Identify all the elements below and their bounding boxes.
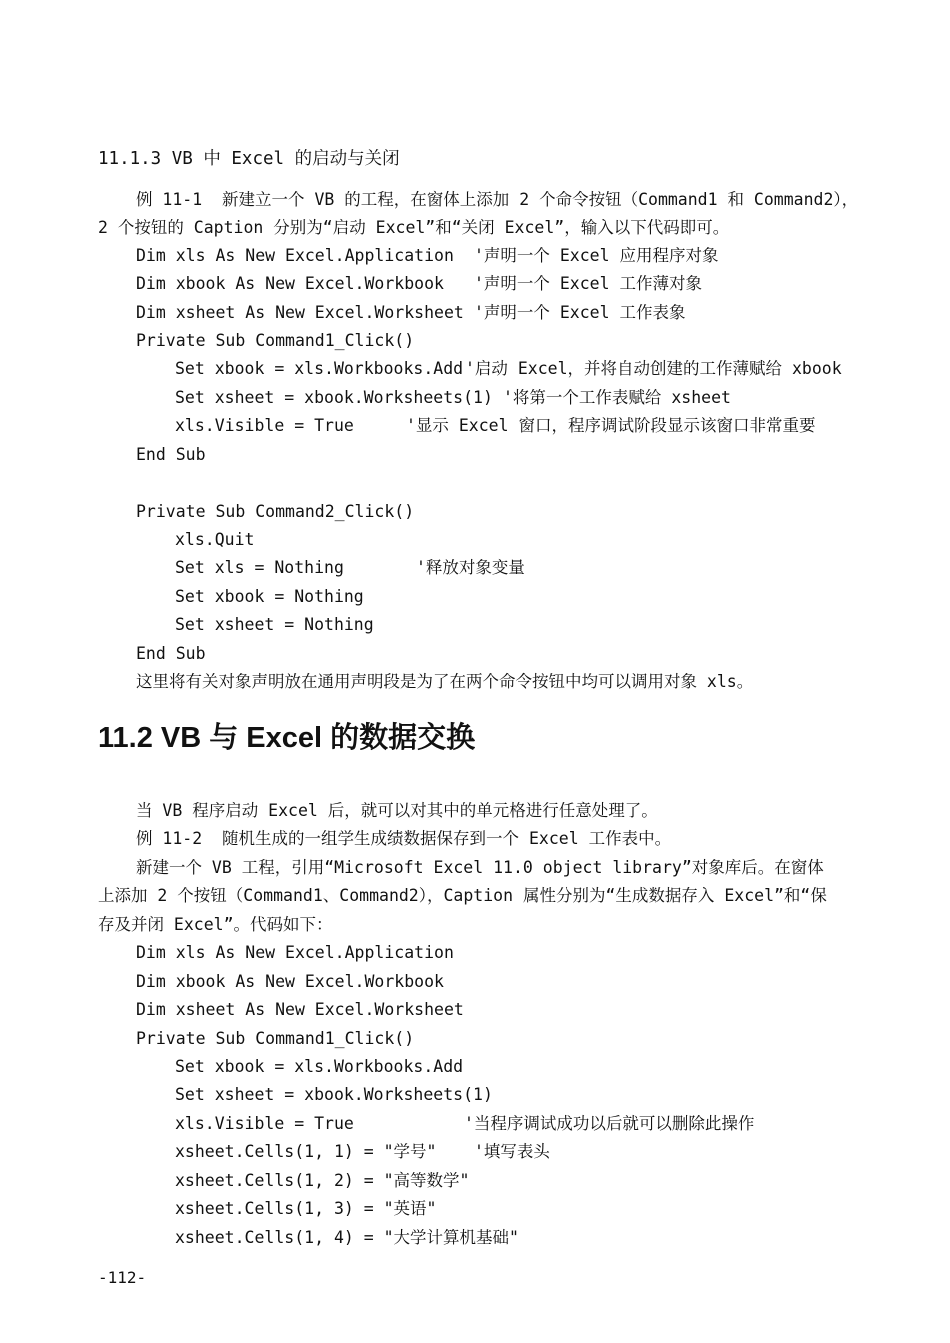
code-line: xsheet.Cells(1, 1) = "学号" <box>175 1142 437 1161</box>
note-paragraph: 这里将有关对象声明放在通用声明段是为了在两个命令按钮中均可以调用对象 xls。 <box>136 672 754 691</box>
code-comment: '声明一个 Excel 工作表象 <box>474 303 686 322</box>
code-comment: '释放对象变量 <box>416 558 525 577</box>
example1-intro-line1: 例 11-1 新建立一个 VB 的工程，在窗体上添加 2 个命令按钮（Command1 和 Command2）， <box>136 190 859 209</box>
paragraph: 上添加 2 个按钮（Command1、Command2），Caption 属性分别为“生成数据存入 Excel”和“保 <box>98 886 827 905</box>
code-line: Dim xsheet As New Excel.Worksheet <box>136 303 464 322</box>
paragraph: 新建一个 VB 工程，引用“Microsoft Excel 11.0 object library”对象库后。在窗体 <box>136 858 824 877</box>
subsection-heading: 11.1.3 VB 中 Excel 的启动与关闭 <box>98 149 400 169</box>
code-line: xls.Quit <box>175 530 255 549</box>
code-comment: '将第一个工作表赋给 xsheet <box>503 388 731 407</box>
code-line: Dim xbook As New Excel.Workbook <box>136 274 444 293</box>
code-comment: '当程序调试成功以后就可以删除此操作 <box>464 1114 755 1133</box>
code-line: xsheet.Cells(1, 3) = "英语" <box>175 1199 437 1218</box>
paragraph: 例 11-2 随机生成的一组学生成绩数据保存到一个 Excel 工作表中。 <box>136 829 672 848</box>
code-line: xls.Visible = True <box>175 1114 354 1133</box>
code-line: Private Sub Command1_Click() <box>136 331 415 350</box>
code-line: Dim xsheet As New Excel.Worksheet <box>136 1000 464 1019</box>
paragraph: 存及并闭 Excel”。代码如下： <box>98 915 333 934</box>
code-comment: '声明一个 Excel 应用程序对象 <box>474 246 719 265</box>
code-line: Private Sub Command2_Click() <box>136 502 415 521</box>
code-line: xls.Visible = True <box>175 416 354 435</box>
code-comment: '填写表头 <box>474 1142 550 1161</box>
code-line: Set xls = Nothing <box>175 558 344 577</box>
code-comment: '声明一个 Excel 工作薄对象 <box>474 274 702 293</box>
page-number: -112- <box>98 1268 147 1287</box>
code-comment: '启动 Excel，并将自动创建的工作薄赋给 xbook <box>465 359 842 378</box>
code-line: Dim xls As New Excel.Application <box>136 246 454 265</box>
code-comment: '显示 Excel 窗口，程序调试阶段显示该窗口非常重要 <box>406 416 816 435</box>
section-heading: 11.2 VB 与 Excel 的数据交换 <box>98 722 476 754</box>
code-line: xsheet.Cells(1, 2) = "高等数学" <box>175 1171 470 1190</box>
code-line: Dim xls As New Excel.Application <box>136 943 454 962</box>
code-line: Set xsheet = xbook.Worksheets(1) <box>175 1085 493 1104</box>
code-line: Set xbook = xls.Workbooks.Add <box>175 1057 464 1076</box>
code-line: xsheet.Cells(1, 4) = "大学计算机基础" <box>175 1228 519 1247</box>
code-line: End Sub <box>136 644 206 663</box>
code-line: Dim xbook As New Excel.Workbook <box>136 972 444 991</box>
code-line: End Sub <box>136 445 206 464</box>
code-line: Set xbook = xls.Workbooks.Add <box>175 359 464 378</box>
example1-intro-line2: 2 个按钮的 Caption 分别为“启动 Excel”和“关闭 Excel”，输入以下代码即可。 <box>98 218 730 237</box>
code-line: Set xsheet = Nothing <box>175 615 374 634</box>
code-line: Private Sub Command1_Click() <box>136 1029 415 1048</box>
code-line: Set xsheet = xbook.Worksheets(1) <box>175 388 493 407</box>
code-line: Set xbook = Nothing <box>175 587 364 606</box>
paragraph: 当 VB 程序启动 Excel 后，就可以对其中的单元格进行任意处理了。 <box>136 801 658 820</box>
